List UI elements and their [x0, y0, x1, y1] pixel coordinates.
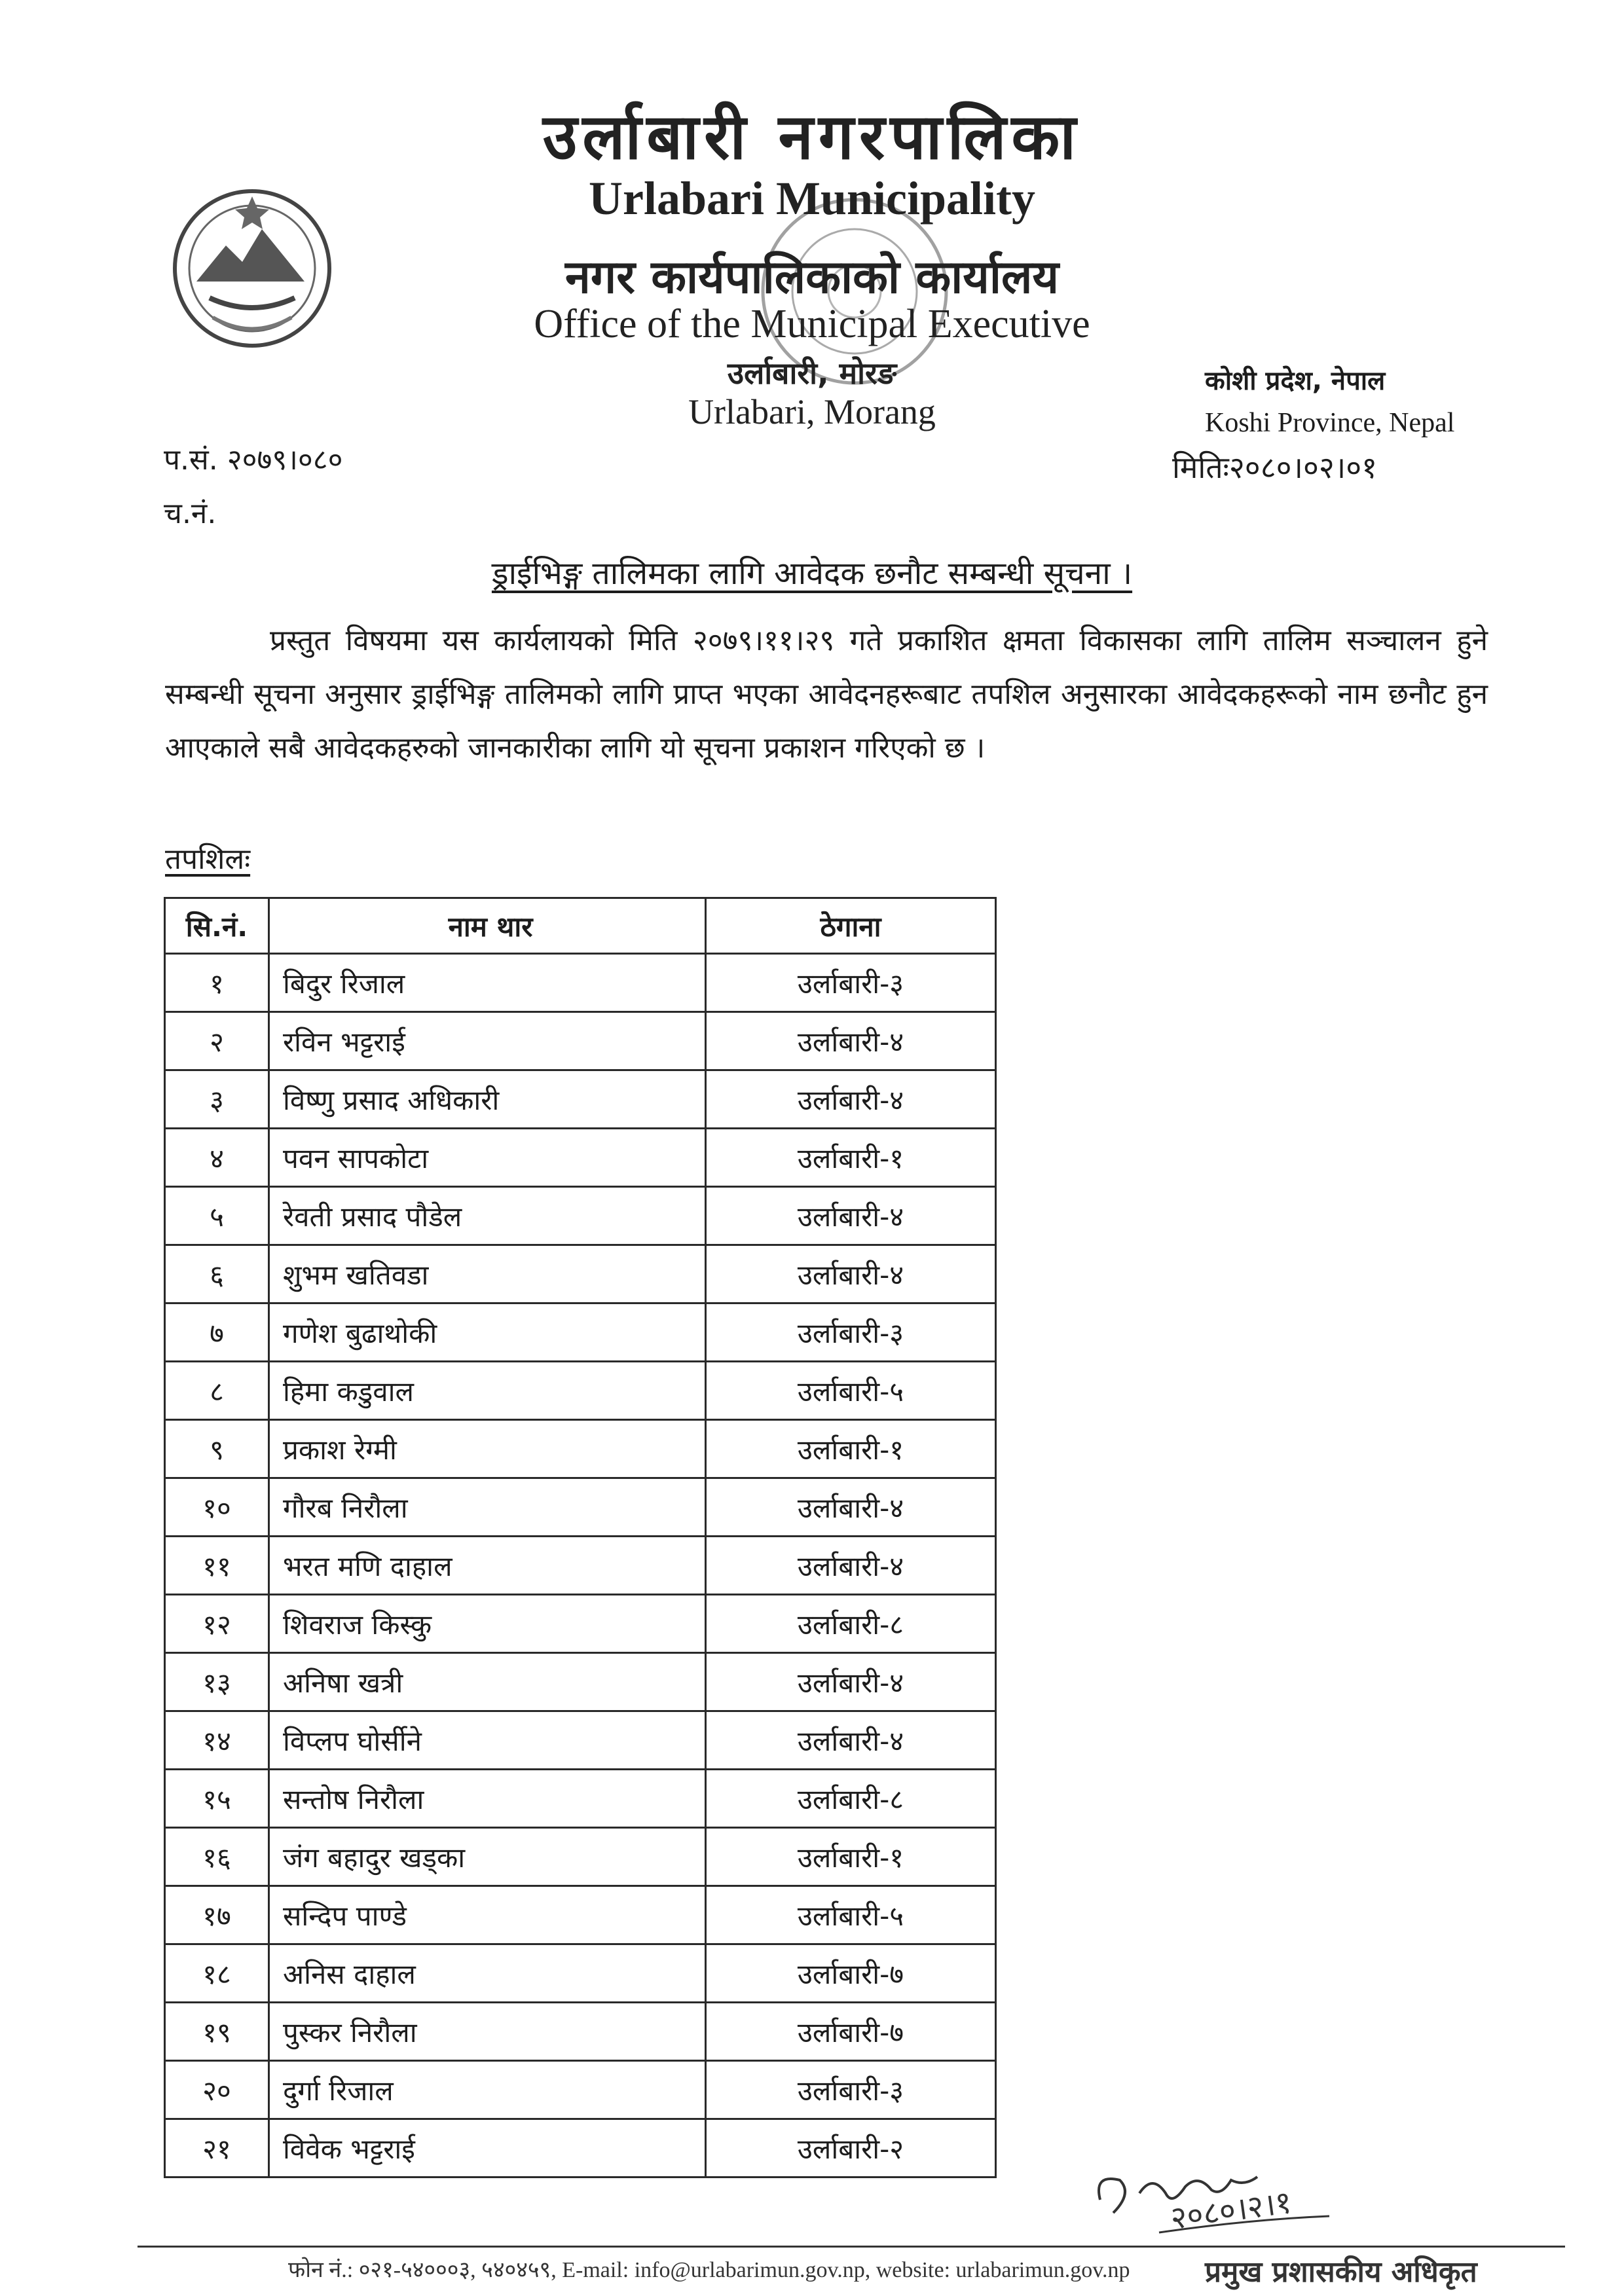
row-name: रेवती प्रसाद पौडेल — [269, 1187, 706, 1245]
row-serial: १४ — [165, 1711, 269, 1770]
row-serial: १५ — [165, 1770, 269, 1828]
header-name: नाम थार — [269, 898, 706, 954]
notice-subject — [0, 551, 1624, 594]
row-serial: १३ — [165, 1653, 269, 1711]
row-name: शुभम खतिवडा — [269, 1245, 706, 1303]
table-header-row — [165, 898, 996, 954]
row-address: उर्लाबारी-३ — [706, 954, 996, 1012]
row-address: उर्लाबारी-३ — [706, 1303, 996, 1362]
row-serial: २ — [165, 1012, 269, 1070]
notice-subject-text: ड्राईभिङ्ग तालिमका लागि आवेदक छनौट सम्बन्धी सूचना । — [491, 555, 1133, 592]
table-row — [165, 1944, 996, 2003]
row-serial: १८ — [165, 1944, 269, 2003]
applicant-table — [164, 897, 997, 2178]
row-serial: ७ — [165, 1303, 269, 1362]
table-row — [165, 2061, 996, 2119]
table-row — [165, 2003, 996, 2061]
row-address: उर्लाबारी-८ — [706, 1770, 996, 1828]
row-name: सन्दिप पाण्डे — [269, 1886, 706, 1944]
table-row — [165, 2119, 996, 2178]
row-address: उर्लाबारी-४ — [706, 1012, 996, 1070]
row-name: हिमा कडुवाल — [269, 1362, 706, 1420]
row-address: उर्लाबारी-८ — [706, 1595, 996, 1653]
row-name: दुर्गा रिजाल — [269, 2061, 706, 2119]
notice-body: प्रस्तुत विषयमा यस कार्यलायको मिति २०७९।११।२९ गते प्रकाशित क्षमता विकासका लागि तालिम सञ्चालन हुने सम्बन्धी सूचना अनुसार ड्राईभिङ्ग तालिमको लागि प्राप्त भएका आवेदनहरूबाट तपशिल अनुसारका आवेदकहरूको नाम छनौट हुन आएकाले सबै आवेदकहरुको जानकारीका लागि यो सूचना प्रकाशन गरिएको छ । — [165, 624, 1488, 765]
dispatch-number: च.नं. — [164, 497, 217, 530]
row-name: भरत मणि दाहाल — [269, 1537, 706, 1595]
row-name: गौरब निरौला — [269, 1478, 706, 1537]
place-nepali: उर्लाबारी, मोरङ — [727, 355, 897, 391]
row-serial: १० — [165, 1478, 269, 1537]
row-name: विष्णु प्रसाद अधिकारी — [269, 1070, 706, 1129]
row-serial: २० — [165, 2061, 269, 2119]
row-address: उर्लाबारी-४ — [706, 1187, 996, 1245]
table-row — [165, 1245, 996, 1303]
table-row — [165, 1012, 996, 1070]
row-address: उर्लाबारी-४ — [706, 1070, 996, 1129]
office-name-english: Office of the Municipal Executive — [534, 302, 1090, 346]
row-name: जंग बहादुर खड्का — [269, 1828, 706, 1886]
officer-title: प्रमुख प्रशासकीय अधिकृत — [1205, 2255, 1477, 2289]
row-name: विप्लप घोर्सीने — [269, 1711, 706, 1770]
row-name: पुस्कर निरौला — [269, 2003, 706, 2061]
signature-date: २०८०।२।१ — [1168, 2183, 1295, 2237]
row-address: उर्लाबारी-१ — [706, 1420, 996, 1478]
row-address: उर्लाबारी-७ — [706, 1944, 996, 2003]
row-name: शिवराज किस्कु — [269, 1595, 706, 1653]
row-address: उर्लाबारी-५ — [706, 1362, 996, 1420]
table-row — [165, 1770, 996, 1828]
row-name: सन्तोष निरौला — [269, 1770, 706, 1828]
row-address: उर्लाबारी-७ — [706, 2003, 996, 2061]
table-row — [165, 1828, 996, 1886]
row-serial: १७ — [165, 1886, 269, 1944]
row-name: विवेक भट्टराई — [269, 2119, 706, 2178]
row-address: उर्लाबारी-४ — [706, 1653, 996, 1711]
row-serial: ११ — [165, 1537, 269, 1595]
table-row — [165, 1420, 996, 1478]
table-row — [165, 1653, 996, 1711]
details-label: तपशिलः — [165, 843, 251, 876]
table-row — [165, 1362, 996, 1420]
row-serial: ५ — [165, 1187, 269, 1245]
row-address: उर्लाबारी-४ — [706, 1478, 996, 1537]
row-address: उर्लाबारी-२ — [706, 2119, 996, 2178]
table-row — [165, 1711, 996, 1770]
row-name: गणेश बुढाथोकी — [269, 1303, 706, 1362]
table-row — [165, 1478, 996, 1537]
row-address: उर्लाबारी-४ — [706, 1245, 996, 1303]
row-name: रविन भट्टराई — [269, 1012, 706, 1070]
row-name: पवन सापकोटा — [269, 1129, 706, 1187]
row-address: उर्लाबारी-४ — [706, 1537, 996, 1595]
row-serial: १६ — [165, 1828, 269, 1886]
header-address: ठेगाना — [706, 898, 996, 954]
reference-number: प.सं. २०७९।०८० — [164, 443, 343, 477]
letter-date: मितिः२०८०।०२।०१ — [1172, 450, 1378, 485]
row-address: उर्लाबारी-१ — [706, 1828, 996, 1886]
table-row — [165, 1187, 996, 1245]
row-serial: १२ — [165, 1595, 269, 1653]
place-english: Urlabari, Morang — [688, 392, 936, 431]
table-row — [165, 1595, 996, 1653]
row-serial: ४ — [165, 1129, 269, 1187]
footer-contact: फोन नं.: ०२१-५४०००३, ५४०४५९, E-mail: info@urlabarimun.gov.np, website: urlabarimun.gov.np — [288, 2258, 1130, 2282]
table-row — [165, 1070, 996, 1129]
row-serial: ८ — [165, 1362, 269, 1420]
municipality-title-nepali: उर्लाबारी नगरपालिका — [542, 100, 1082, 173]
row-serial: २१ — [165, 2119, 269, 2178]
province-nepali: कोशी प्रदेश, नेपाल — [1205, 366, 1386, 396]
row-serial: १ — [165, 954, 269, 1012]
header-serial: सि.नं. — [165, 898, 269, 954]
municipality-title-english: Urlabari Municipality — [589, 172, 1035, 225]
office-name-nepali: नगर कार्यपालिकाको कार्यालय — [564, 250, 1060, 304]
table-row — [165, 1303, 996, 1362]
row-address: उर्लाबारी-१ — [706, 1129, 996, 1187]
table-row — [165, 1537, 996, 1595]
row-name: अनिषा खत्री — [269, 1653, 706, 1711]
row-serial: ३ — [165, 1070, 269, 1129]
signature-icon — [1080, 2154, 1447, 2265]
row-name: बिदुर रिजाल — [269, 954, 706, 1012]
row-serial: ९ — [165, 1420, 269, 1478]
row-serial: ६ — [165, 1245, 269, 1303]
row-address: उर्लाबारी-३ — [706, 2061, 996, 2119]
row-address: उर्लाबारी-४ — [706, 1711, 996, 1770]
footer-divider — [138, 2246, 1565, 2248]
province-english: Koshi Province, Nepal — [1205, 408, 1455, 438]
row-name: अनिस दाहाल — [269, 1944, 706, 2003]
table-row — [165, 954, 996, 1012]
row-address: उर्लाबारी-५ — [706, 1886, 996, 1944]
table-row — [165, 1886, 996, 1944]
table-row — [165, 1129, 996, 1187]
row-serial: १९ — [165, 2003, 269, 2061]
row-name: प्रकाश रेग्मी — [269, 1420, 706, 1478]
